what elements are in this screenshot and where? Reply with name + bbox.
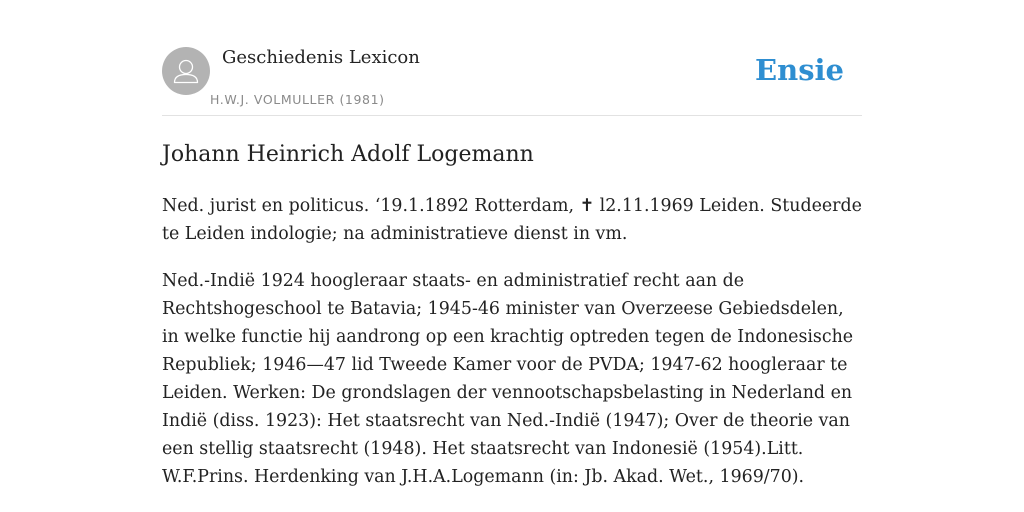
avatar[interactable] [162, 47, 210, 95]
lexicon-header [162, 46, 862, 116]
header-divider [162, 115, 862, 116]
entry-paragraph: Ned.-Indië 1924 hoogleraar staats- en administratief recht aan de Rechtshogeschool te Batavia; 1945-46 minister van Overzeese Gebiedsdelen, in welke functie hij aandrong op een krachtig optreden tegen de Indonesische Republiek; 1946—47 lid Tweede Kamer voor de PVDA; 1947-62 hoogleraar te Leiden. Werken: De grondslagen der vennootschapsbelasting in Nederland en Indië (diss. 1923): Het staatsrecht van Ned.-Indië (1947); Over de theorie van een stellig staatsrecht (1948). Het staatsrecht van Indonesië (1954).Litt. W.F.Prins. Herdenking van J.H.A.Logemann (in: Jb. Akad. Wet., 1969/70). [162, 271, 854, 487]
entry-paragraph: Ned. jurist en politicus. ‘19.1.1892 Rotterdam, ✝ l2.11.1969 Leiden. Studeerde te Leiden indologie; na administratieve dienst in vm. [162, 196, 862, 244]
author-label[interactable]: H.W.J. VOLMULLER (1981) [210, 92, 385, 107]
lexicon-title-link[interactable]: Geschiedenis Lexicon [222, 47, 420, 68]
entry-title: Johann Heinrich Adolf Logemann [162, 142, 534, 167]
ensie-logo[interactable]: Ensie [755, 53, 844, 87]
entry-article [162, 138, 862, 491]
user-icon [162, 47, 210, 95]
